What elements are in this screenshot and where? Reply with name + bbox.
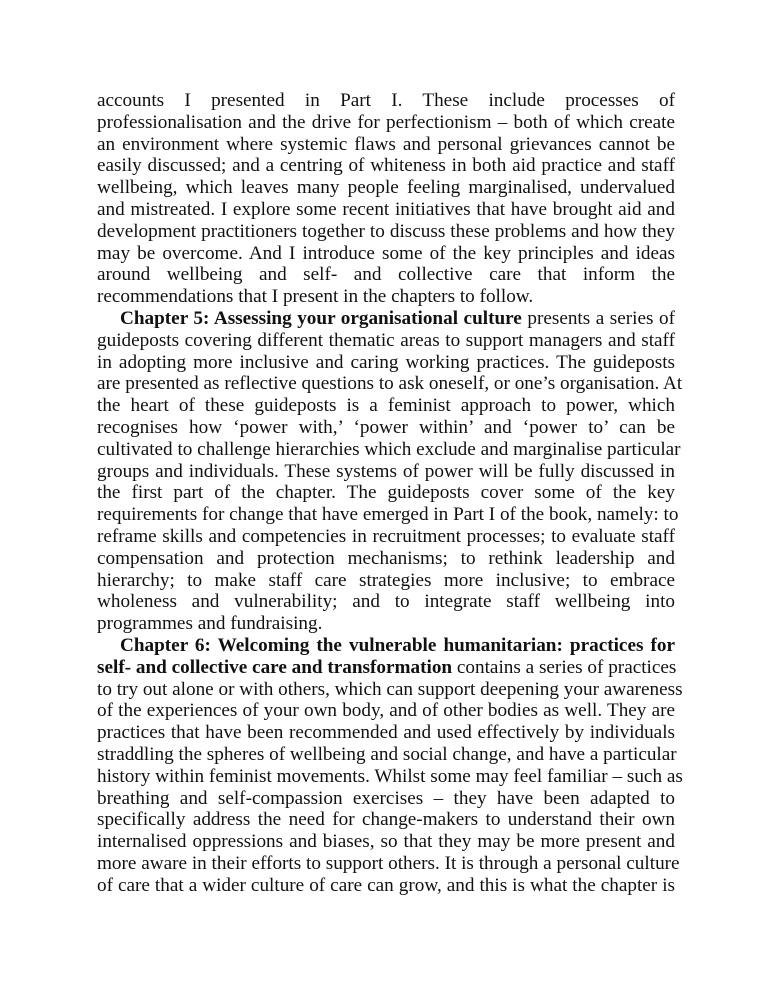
- document-page: [97, 90, 683, 896]
- text-line: the heart of these guideposts is a feminist approach to power, which: [97, 395, 675, 417]
- text-line: of care that a wider culture of care can grow, and this is what the chapter is: [97, 874, 675, 896]
- text-line: wellbeing, which leaves many people feeling marginalised, undervalued: [97, 177, 675, 199]
- text-line: an environment where systemic flaws and personal grievances cannot be: [97, 133, 675, 155]
- text-line: wholeness and vulnerability; and to integrate staff wellbeing into: [97, 591, 675, 613]
- text-line: in adopting more inclusive and caring working practices. The guideposts: [97, 351, 675, 373]
- text-line: [97, 635, 675, 657]
- text-line: internalised oppressions and biases, so that they may be more present and: [97, 831, 675, 853]
- text-line: straddling the spheres of wellbeing and social change, and have a particular: [97, 743, 677, 765]
- chapter-heading: self- and collective care and transformation: [97, 656, 453, 678]
- text-line: hierarchy; to make staff care strategies more inclusive; to embrace: [97, 569, 675, 591]
- text-line: may be overcome. And I introduce some of the key principles and ideas: [97, 242, 675, 264]
- text-line: compensation and protection mechanisms; to rethink leadership and: [97, 547, 675, 569]
- text-line: [97, 308, 675, 330]
- text-line: cultivated to challenge hierarchies which exclude and marginalise particular: [97, 438, 681, 460]
- text-line: groups and individuals. These systems of power will be fully discussed in: [97, 460, 675, 482]
- text-line: easily discussed; and a centring of whiteness in both aid practice and staff: [97, 155, 675, 177]
- text-line: development practitioners together to discuss these problems and how they: [97, 220, 675, 242]
- text-line: are presented as reflective questions to ask oneself, or one’s organisation. At: [97, 373, 683, 395]
- text-line: requirements for change that have emerged in Part I of the book, namely: to: [97, 504, 679, 526]
- text-line: more aware in their efforts to support others. It is through a personal culture: [97, 852, 680, 874]
- text-line: programmes and fundraising.: [97, 613, 323, 635]
- text-line: professionalisation and the drive for perfectionism – both of which create: [97, 111, 675, 133]
- text-line: practices that have been recommended and used effectively by individuals: [97, 722, 675, 744]
- text-line: accounts I presented in Part I. These include processes of: [97, 90, 675, 111]
- chapter-heading: Chapter 5: Assessing your organisational culture: [120, 307, 522, 329]
- text-run: contains a series of practices: [452, 656, 677, 678]
- text-line: to try out alone or with others, which can support deepening your awareness: [97, 678, 683, 700]
- paragraph: [97, 90, 675, 308]
- text-line: specifically address the need for change-makers to understand their own: [97, 809, 675, 831]
- text-line: and mistreated. I explore some recent initiatives that have brought aid and: [97, 198, 675, 220]
- text-line: reframe skills and competencies in recruitment processes; to evaluate staff: [97, 525, 675, 547]
- text-run: presents a series of: [521, 307, 675, 329]
- text-line: of the experiences of your own body, and of other bodies as well. They are: [97, 700, 675, 722]
- text-line: recognises how ‘power with,’ ‘power within’ and ‘power to’ can be: [97, 416, 675, 438]
- text-line: around wellbeing and self- and collective care that inform the: [97, 264, 675, 286]
- text-line: breathing and self-compassion exercises – they have been adapted to: [97, 787, 675, 809]
- text-line: history within feminist movements. Whilst some may feel familiar – such as: [97, 765, 683, 787]
- paragraph: [97, 634, 683, 897]
- text-line: guideposts covering different thematic areas to support managers and staff: [97, 329, 675, 351]
- chapter-heading: Chapter 6: Welcoming the vulnerable humanitarian: practices for: [120, 634, 675, 656]
- text-line: [97, 657, 675, 679]
- paragraph: [97, 307, 683, 635]
- text-line: the first part of the chapter. The guideposts cover some of the key: [97, 482, 675, 504]
- text-line: recommendations that I present in the chapters to follow.: [97, 286, 534, 308]
